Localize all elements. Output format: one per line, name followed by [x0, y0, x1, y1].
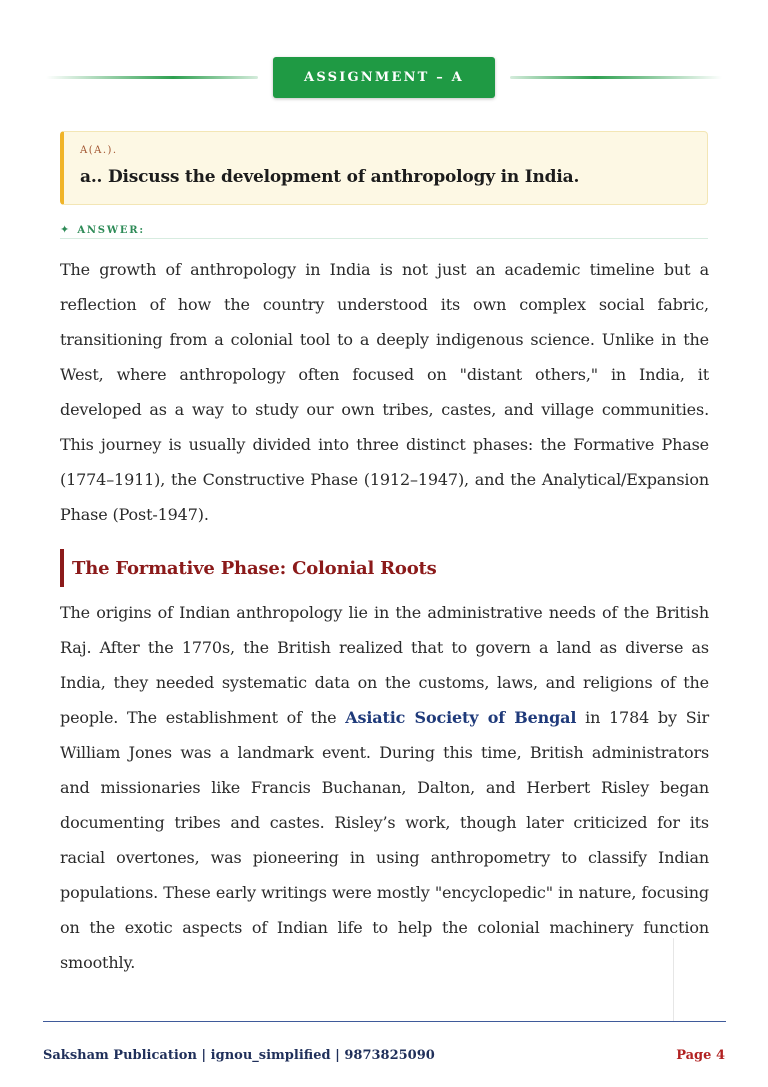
section-text-before: The origins of Indian anthropology lie in the administrative needs of the British Raj. After the 1770s, the British realized that to govern a land as diverse as India, they needed systematic data on the customs, laws, and religions of the people. The establishment of the [60, 603, 709, 727]
question-box [60, 131, 708, 205]
intro-paragraph: The growth of anthropology in India is not just an academic timeline but a reflection of how the country understood its own complex social fabric, transitioning from a colonial tool to a deeply indigenous science. Unlike in the West, where anthropology often focused on "distant others," in India, it developed as a way to study our own tribes, castes, and village communities. This journey is usually divided into three distinct phases: the Formative Phase (1774–1911), the Constructive Phase (1912–1947), and the Analytical/Expansion Phase (Post-1947). [60, 260, 709, 524]
section-heading-text: The Formative Phase: Colonial Roots [72, 557, 437, 579]
section-heading [60, 549, 437, 587]
section-text-after: in 1784 by Sir William Jones was a landmark event. During this time, British administrators and missionaries like Francis Buchanan, Dalton, and Herbert Risley began documenting tribes and castes. Risley’s work, though later criticized for its racial overtones, was pioneering in using anthropometry to classify Indian populations. These early writings were mostly "encyclopedic" in nature, focusing on the exotic aspects of Indian life to help the colonial machinery function smoothly. [60, 708, 709, 972]
question-label: A(A.). [80, 145, 118, 156]
header-rule-left [46, 76, 258, 79]
answer-header [60, 218, 708, 239]
header-rule-right [510, 76, 722, 79]
answer-label: ANSWER: [77, 225, 145, 236]
page-number: Page 4 [676, 1048, 725, 1063]
assignment-badge: ASSIGNMENT – A [273, 57, 495, 98]
footer-publisher: Saksham Publication | ignou_simplified | 9873825090 [43, 1048, 435, 1063]
section-paragraph [60, 595, 709, 980]
question-text: a.. Discuss the development of anthropology in India. [80, 167, 580, 187]
sparkle-icon: ✦ [60, 223, 70, 236]
margin-rule [673, 938, 674, 1022]
footer-rule [43, 1021, 726, 1022]
highlight-asiatic-society: Asiatic Society of Bengal [345, 708, 577, 727]
